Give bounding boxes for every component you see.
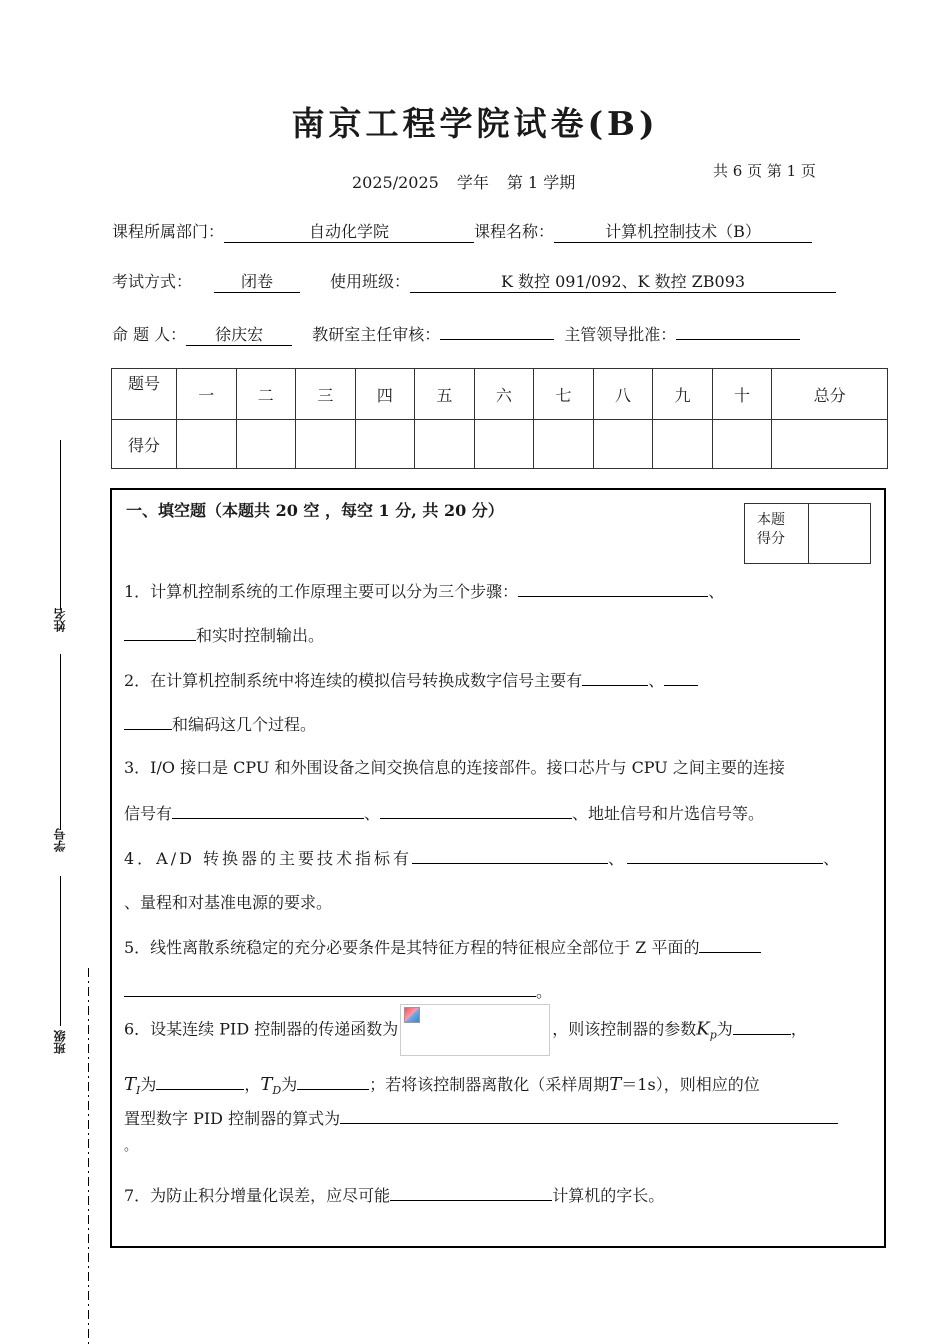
q3-blank-2[interactable] — [380, 800, 572, 819]
score-cell[interactable] — [415, 420, 475, 469]
column-5: 五 — [415, 369, 475, 420]
question-6-cont2 — [124, 1105, 838, 1129]
section-score-label — [745, 504, 809, 563]
q6-text-3: 置型数字 PID 控制器的算式为 — [124, 1109, 341, 1128]
column-8: 八 — [593, 369, 653, 420]
q2-blank-2-cont[interactable] — [124, 711, 172, 730]
score-table-score-row — [112, 420, 888, 469]
score-cell[interactable] — [593, 420, 653, 469]
score-box-line1: 本题 — [757, 512, 785, 528]
broken-image-icon — [404, 1007, 420, 1023]
score-cell[interactable] — [177, 420, 237, 469]
class-label: 使用班级： — [330, 272, 411, 291]
column-total: 总分 — [772, 369, 888, 420]
q4-sep-1: 、 — [608, 849, 628, 868]
approve-label: 主管领导批准： — [564, 325, 677, 344]
ti-symbol: T — [124, 1074, 137, 1095]
q1-blank-2[interactable] — [124, 622, 196, 641]
q1-text: 1．计算机控制系统的工作原理主要可以分为三个步骤： — [124, 582, 519, 601]
q6-text-mid: ，则该控制器的参数 — [552, 1019, 697, 1039]
question-6-cont — [124, 1071, 760, 1097]
column-4: 四 — [355, 369, 415, 420]
q5-blank-cont[interactable] — [124, 978, 536, 997]
question-5 — [124, 934, 761, 958]
q6-comma-2: ， — [244, 1075, 261, 1094]
q4-blank-1[interactable] — [412, 845, 608, 864]
ti-blank[interactable] — [156, 1071, 244, 1090]
q3-blank-1[interactable] — [172, 800, 364, 819]
score-cell[interactable] — [236, 420, 296, 469]
section-fill-in-blank — [110, 488, 886, 1248]
q7-text: 7．为防止积分增量化误差，应尽可能 — [124, 1186, 391, 1205]
question-7 — [124, 1182, 664, 1206]
q6-wei-2: 为 — [140, 1075, 157, 1094]
score-table-header-row — [112, 369, 888, 420]
score-cell[interactable] — [534, 420, 594, 469]
page-indicator: 共 6 页 第 1 页 — [713, 162, 816, 180]
class-value: K 数控 091/092、K 数控 ZB093 — [410, 272, 836, 293]
score-cell[interactable] — [474, 420, 534, 469]
question-2 — [124, 667, 698, 691]
exam-title: 南京工程学院试卷(B) — [291, 104, 659, 143]
q2-text: 2．在计算机控制系统中将连续的模拟信号转换成数字信号主要有 — [124, 671, 583, 690]
q6-text-end2: ＝1s），则相应的位 — [621, 1075, 760, 1094]
column-2: 二 — [236, 369, 296, 420]
q6-wei-3: 为 — [281, 1075, 298, 1094]
question-6 — [124, 1004, 807, 1056]
exam-mode-label: 考试方式： — [112, 272, 193, 291]
pid-formula-blank[interactable] — [340, 1105, 838, 1124]
q2-blank-1[interactable] — [582, 667, 648, 686]
question-4-cont: 、量程和对基准电源的要求。 — [124, 893, 333, 912]
question-1-cont — [124, 622, 324, 646]
semester: 第 1 学期 — [506, 173, 576, 192]
question-number-label: 题号 — [112, 369, 177, 420]
margin-line-3 — [60, 876, 61, 1026]
kp-blank[interactable] — [733, 1016, 791, 1035]
td-symbol: T — [260, 1074, 273, 1095]
author-value: 徐庆宏 — [186, 325, 292, 346]
column-7: 七 — [534, 369, 594, 420]
q6-wei-1: 为 — [716, 1019, 733, 1039]
score-cell[interactable] — [355, 420, 415, 469]
td-subscript: D — [272, 1084, 282, 1098]
q5-blank[interactable] — [699, 934, 761, 953]
question-6-end: 。 — [124, 1139, 138, 1154]
pid-transfer-function-image — [400, 1004, 550, 1056]
td-blank[interactable] — [297, 1071, 369, 1090]
q2-text-end: 和编码这几个过程。 — [172, 715, 317, 734]
info-line-mode — [112, 269, 836, 293]
column-9: 九 — [653, 369, 713, 420]
q2-blank-2[interactable] — [664, 667, 698, 686]
question-3: 3．I/O 接口是 CPU 和外围设备之间交换信息的连接部件。接口芯片与 CPU 之间主要的连接 — [124, 758, 785, 777]
section-title: 一、填空题（本题共 20 空 ，每空 1 分, 共 20 分） — [126, 501, 504, 520]
q4-text: 4．A/D 转换器的主要技术指标有 — [124, 849, 413, 868]
exam-mode-value: 闭卷 — [214, 272, 300, 293]
academic-year: 2025/2025 — [352, 173, 439, 192]
binding-cut-line — [88, 968, 89, 1344]
info-line-author — [112, 319, 800, 346]
q5-text-end: 。 — [536, 982, 553, 1001]
academic-term — [352, 170, 593, 193]
q4-blank-2[interactable] — [627, 845, 823, 864]
course-label: 课程名称： — [474, 222, 555, 241]
question-4 — [124, 845, 842, 869]
q7-text-end: 计算机的字长。 — [552, 1186, 665, 1205]
margin-line-2 — [60, 654, 61, 830]
q4-sep-2: 、 — [823, 849, 843, 868]
margin-line-1 — [60, 440, 61, 610]
q1-blank-1[interactable] — [518, 578, 708, 597]
column-1: 一 — [177, 369, 237, 420]
kp-symbol: K — [696, 1018, 710, 1040]
question-2-cont — [124, 711, 316, 735]
score-cell[interactable] — [296, 420, 356, 469]
q2-sep: 、 — [648, 671, 665, 690]
ti-subscript: I — [136, 1084, 141, 1098]
dept-value: 自动化学院 — [224, 222, 474, 243]
review-label: 教研室主任审核： — [312, 325, 441, 344]
score-cell-total[interactable] — [772, 420, 888, 469]
margin-name-label: 姓名 — [53, 608, 67, 632]
section-score-cell[interactable] — [809, 504, 870, 563]
q6-comma-1: ， — [790, 1019, 807, 1039]
q3-sep: 、 — [364, 804, 381, 823]
margin-class-label: 班级 — [53, 1030, 67, 1054]
question-5-cont — [124, 978, 552, 1002]
kp-subscript: p — [709, 1028, 717, 1042]
t-symbol: T — [609, 1074, 622, 1095]
question-1 — [124, 578, 724, 602]
q7-blank[interactable] — [390, 1182, 552, 1201]
question-3-cont — [124, 800, 764, 824]
q5-text: 5．线性离散系统稳定的充分必要条件是其特征方程的特征根应全部位于 Z 平面的 — [124, 938, 700, 957]
review-signature-blank — [440, 319, 554, 340]
info-line-dept — [112, 219, 812, 243]
q6-text-mid2: ；若将该控制器离散化（采样周期 — [369, 1075, 610, 1094]
column-6: 六 — [474, 369, 534, 420]
academic-year-suffix: 学年 — [456, 173, 489, 192]
column-3: 三 — [296, 369, 356, 420]
score-table — [111, 368, 888, 469]
score-cell[interactable] — [653, 420, 713, 469]
author-label: 命 题 人： — [112, 325, 187, 344]
q6-text: 6．设某连续 PID 控制器的传递函数为 — [124, 1019, 399, 1039]
q1-text-end: 和实时控制输出。 — [196, 626, 325, 645]
section-score-box — [744, 503, 871, 564]
score-label: 得分 — [112, 420, 177, 469]
margin-id-label: 学号 — [53, 828, 67, 852]
course-value: 计算机控制技术（B） — [554, 222, 812, 243]
q3-text: 信号有 — [124, 804, 173, 823]
score-box-line2: 得分 — [757, 531, 785, 547]
approve-signature-blank — [676, 319, 800, 340]
score-cell[interactable] — [712, 420, 772, 469]
column-10: 十 — [712, 369, 772, 420]
q1-sep: 、 — [708, 582, 725, 601]
q3-text-end: 、地址信号和片选信号等。 — [572, 804, 765, 823]
dept-label: 课程所属部门： — [112, 222, 225, 241]
